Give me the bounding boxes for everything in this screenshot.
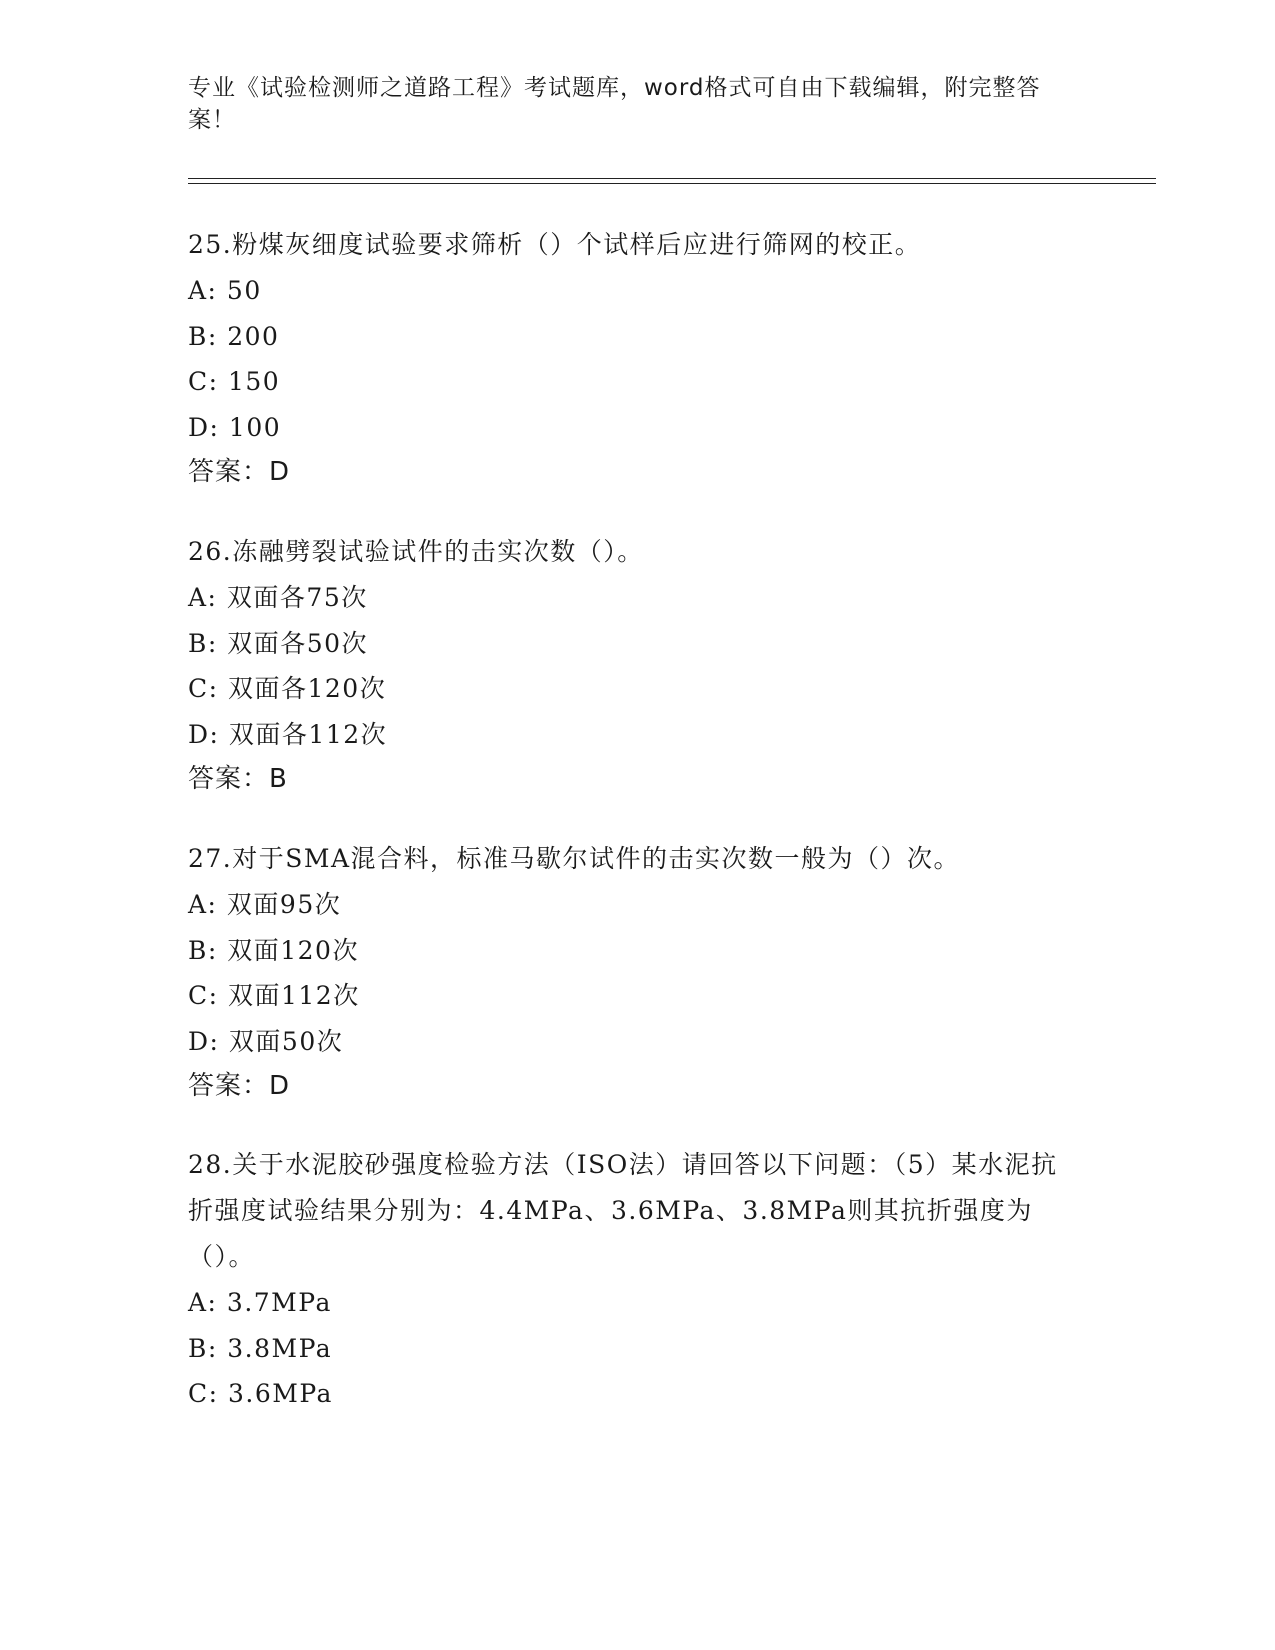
option-c: C: 双面112次	[188, 981, 360, 1010]
option-b: B: 3.8MPa	[188, 1333, 333, 1363]
question-27	[188, 836, 1088, 1108]
header-divider-top	[188, 178, 1156, 179]
answer: 答案：D	[188, 1071, 291, 1101]
option-b: B: 双面120次	[188, 935, 359, 965]
option-d: D: 双面各112次	[188, 719, 388, 749]
option-c: C: 3.6MPa	[188, 1379, 333, 1408]
option-b: B: 200	[188, 321, 280, 351]
header-divider-bottom	[188, 183, 1156, 184]
option-a: A: 双面各75次	[188, 583, 368, 612]
question-text: 25.粉煤灰细度试验要求筛析（）个试样后应进行筛网的校正。	[188, 230, 922, 259]
option-a: A: 50	[188, 276, 262, 305]
option-d: D: 100	[188, 412, 282, 442]
option-c: C: 150	[188, 367, 281, 396]
answer: 答案：B	[188, 764, 288, 794]
option-d: D: 双面50次	[188, 1026, 344, 1056]
question-text: 26.冻融劈裂试验试件的击实次数（）。	[188, 537, 644, 566]
answer: 答案：D	[188, 457, 291, 487]
question-26	[188, 529, 1088, 801]
document-header: 专业《试验检测师之道路工程》考试题库，word格式可自由下载编辑，附完整答案！	[188, 75, 1041, 133]
option-a: A: 双面95次	[188, 890, 342, 919]
question-text: 27.对于SMA混合料，标准马歇尔试件的击实次数一般为（）次。	[188, 844, 961, 873]
question-25	[188, 222, 1088, 494]
option-c: C: 双面各120次	[188, 674, 387, 703]
question-text: 28.关于水泥胶砂强度检验方法（ISO法）请回答以下问题：（5）某水泥抗折强度试验结果分别为：4.4MPa、3.6MPa、3.8MPa则其抗折强度为（）。	[188, 1150, 1058, 1271]
question-28	[188, 1142, 1068, 1417]
option-b: B: 双面各50次	[188, 628, 369, 658]
option-a: A: 3.7MPa	[188, 1288, 332, 1317]
